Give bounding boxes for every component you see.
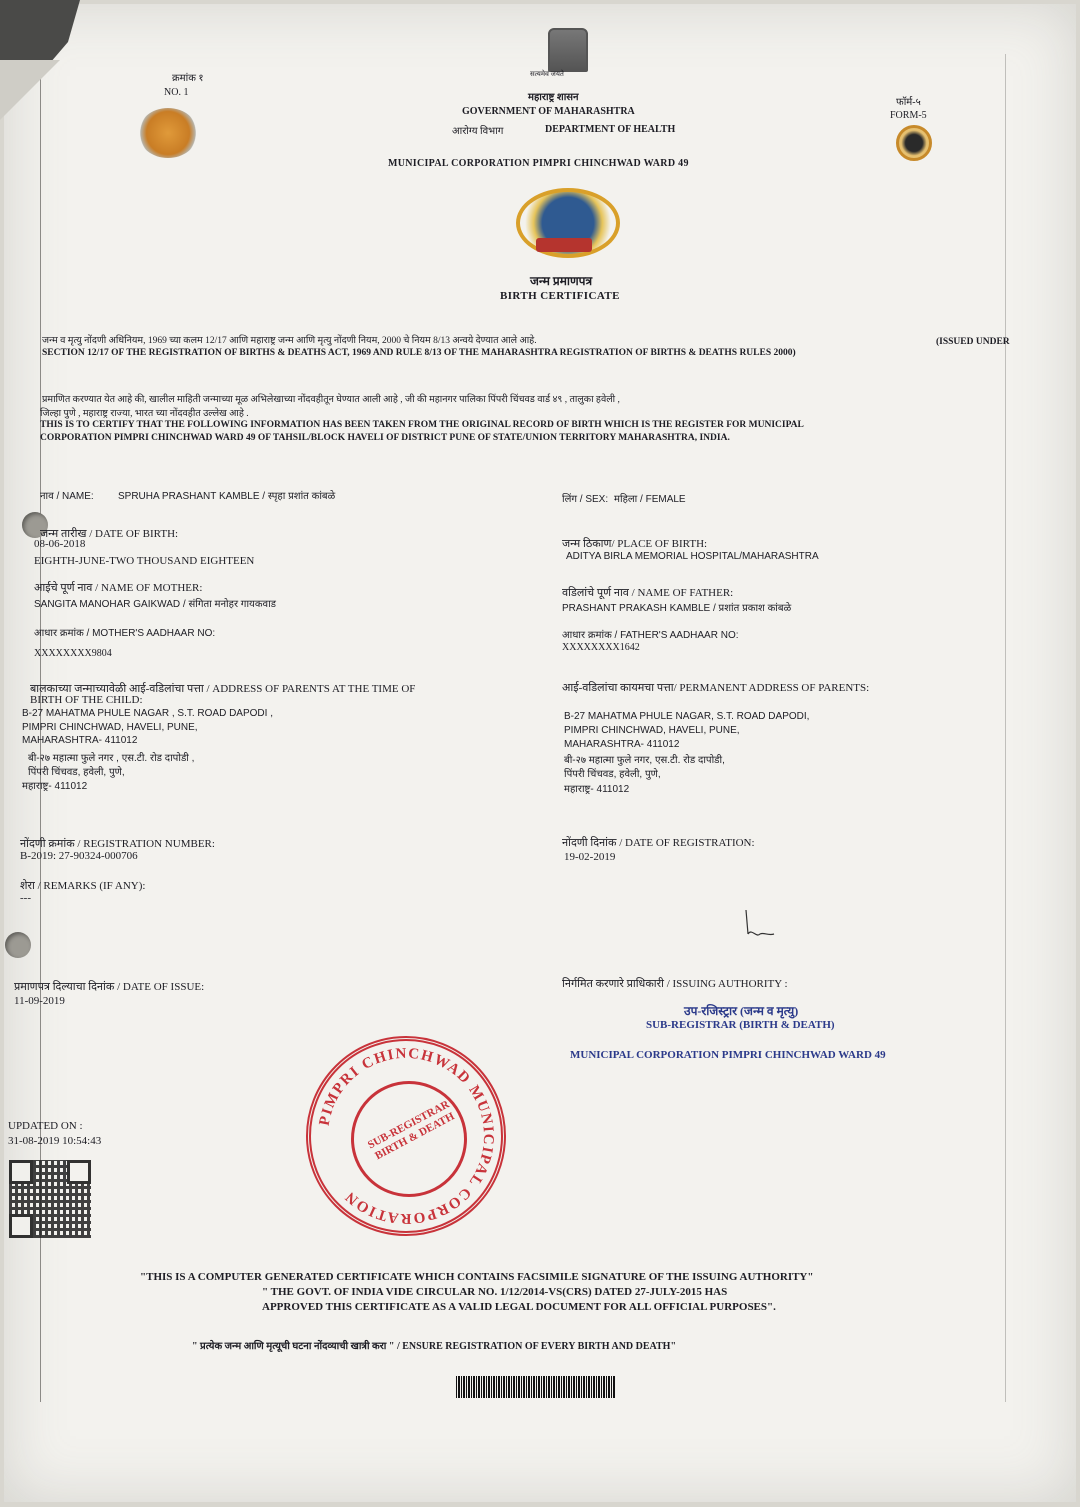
address-birth-en-2: PIMPRI CHINCHWAD, HAVELI, PUNE, <box>22 722 198 733</box>
issued-under-en-2: SECTION 12/17 OF THE REGISTRATION OF BIRTHS & DEATHS ACT, 1969 AND RULE 8/13 OF THE MAHARASHTRA REGISTRATION OF BIRTHS & DEATHS RULES 2000) <box>42 348 796 358</box>
sex-label: लिंग / SEX: <box>562 494 609 505</box>
authority-corporation: MUNICIPAL CORPORATION PIMPRI CHINCHWAD WARD 49 <box>570 1049 886 1061</box>
remarks-value: --- <box>20 892 31 904</box>
remarks-label: शेरा / REMARKS (IF ANY): <box>20 880 146 892</box>
footer-line-3: APPROVED THIS CERTIFICATE AS A VALID LEGAL DOCUMENT FOR ALL OFFICIAL PURPOSES". <box>262 1301 776 1313</box>
certify-en-2: CORPORATION PIMPRI CHINCHWAD WARD 49 OF TAHSIL/BLOCK HAVELI OF DISTRICT PUNE OF STATE/UNION TERRITORY MAHARASHTRA, INDIA. <box>40 433 730 443</box>
corporation-header: MUNICIPAL CORPORATION PIMPRI CHINCHWAD WARD 49 <box>388 158 689 169</box>
issue-date-value: 11-09-2019 <box>14 995 65 1007</box>
mother-name-label: आईचे पूर्ण नाव / NAME OF MOTHER: <box>34 582 203 594</box>
issuing-authority-label: निर्गमित करणारे प्राधिकारी / ISSUING AUTHORITY : <box>562 978 788 990</box>
name-value: SPRUHA PRASHANT KAMBLE / स्पृहा प्रशांत कांबळे <box>118 491 336 502</box>
updated-value: 31-08-2019 10:54:43 <box>8 1135 102 1147</box>
sex-value: महिला / FEMALE <box>614 494 686 505</box>
dob-words: EIGHTH-JUNE-TWO THOUSAND EIGHTEEN <box>34 555 255 567</box>
govt-title-mr: महाराष्ट्र शासन <box>528 92 579 103</box>
issue-date-label: प्रमाणपत्र दिल्याचा दिनांक / DATE OF ISSUE: <box>14 981 205 993</box>
dob-label: जन्म तारीख / DATE OF BIRTH: <box>40 528 179 540</box>
address-permanent-en-3: MAHARASHTRA- 411012 <box>564 739 680 750</box>
registration-date-value: 19-02-2019 <box>564 851 616 863</box>
registration-number-value: B-2019: 27-90324-000706 <box>20 850 138 862</box>
govt-title-en: GOVERNMENT OF MAHARASHTRA <box>462 106 635 117</box>
mother-aadhaar-label: आधार क्रमांक / MOTHER'S AADHAAR NO: <box>34 628 216 639</box>
state-seal-icon <box>138 108 198 158</box>
certify-en-1: THIS IS TO CERTIFY THAT THE FOLLOWING INFORMATION HAS BEEN TAKEN FROM THE ORIGINAL RECORD OF BIRTH WHICH IS THE REGISTER FOR MUNICIPAL <box>40 420 804 430</box>
footer-line-1: "THIS IS A COMPUTER GENERATED CERTIFICATE WHICH CONTAINS FACSIMILE SIGNATURE OF THE ISSUING AUTHORITY" <box>140 1271 814 1283</box>
dob-value: 08-06-2018 <box>34 538 86 550</box>
registration-number-label: नोंदणी क्रमांक / REGISTRATION NUMBER: <box>20 838 215 850</box>
pob-value: ADITYA BIRLA MEMORIAL HOSPITAL/MAHARASHTRA <box>566 551 819 562</box>
title-en: BIRTH CERTIFICATE <box>500 290 620 302</box>
form-logo-icon <box>896 125 932 161</box>
stamp-center-text: SUB-REGISTRAR BIRTH & DEATH <box>365 1098 457 1163</box>
registration-date-label: नोंदणी दिनांक / DATE OF REGISTRATION: <box>562 837 755 849</box>
issued-under-mr: जन्म व मृत्यु नोंदणी अधिनियम, 1969 च्या कलम 12/17 आणि महाराष्ट्र जन्म आणि मृत्यु नोंदणी नियम, 2000 चे नियम 8/13 अन्वये देण्यात आले आहे. <box>42 336 537 346</box>
father-aadhaar-value: XXXXXXXX1642 <box>562 642 640 653</box>
certify-mr-2: जिल्हा पुणे , महाराष्ट्र राज्या, भारत च्या नोंदवहीत उल्लेख आहे . <box>40 409 249 419</box>
dept-title-en: DEPARTMENT OF HEALTH <box>545 124 676 135</box>
address-birth-mr-2: पिंपरी चिंचवड, हवेली, पुणे, <box>28 767 125 778</box>
father-aadhaar-label: आधार क्रमांक / FATHER'S AADHAAR NO: <box>562 630 739 641</box>
form-label-mr: फॉर्म-५ <box>896 97 921 108</box>
footer-slogan: " प्रत्येक जन्म आणि मृत्यूची घटना नोंदव्याची खात्री करा " / ENSURE REGISTRATION OF EVERY BIRTH AND DEATH" <box>192 1341 677 1352</box>
serial-label-en: NO. 1 <box>164 87 189 98</box>
father-name-value: PRASHANT PRAKASH KAMBLE / प्रशांत प्रकाश कांबळे <box>562 603 792 614</box>
mother-aadhaar-value: XXXXXXXX9804 <box>34 648 112 659</box>
footer-line-2: " THE GOVT. OF INDIA VIDE CIRCULAR NO. 1/12/2014-VS(CRS) DATED 27-JULY-2015 HAS <box>262 1286 728 1298</box>
address-permanent-mr-2: पिंपरी चिंचवड, हवेली, पुणे, <box>564 769 661 780</box>
issued-under-en-1: (ISSUED UNDER <box>936 337 1010 347</box>
address-permanent-label: आई-वडिलांचा कायमचा पत्ता/ PERMANENT ADDRESS OF PARENTS: <box>562 682 870 694</box>
address-birth-en-3: MAHARASHTRA- 411012 <box>22 735 138 746</box>
barcode <box>456 1376 616 1398</box>
serial-label-mr: क्रमांक १ <box>172 73 204 84</box>
national-emblem-icon <box>548 28 588 72</box>
address-birth-mr-1: बी-२७ महात्मा फुले नगर , एस.टी. रोड दापोडी , <box>28 753 195 764</box>
qr-finder-icon <box>9 1214 33 1238</box>
address-permanent-en-1: B-27 MAHATMA PHULE NAGAR, S.T. ROAD DAPODI, <box>564 711 810 722</box>
father-name-label: वडिलांचे पूर्ण नाव / NAME OF FATHER: <box>562 587 734 599</box>
updated-label: UPDATED ON : <box>8 1120 83 1132</box>
pcmc-logo-ribbon <box>536 238 592 252</box>
address-birth-label-2: BIRTH OF THE CHILD: <box>30 694 143 706</box>
address-birth-mr-3: महाराष्ट्र- 411012 <box>22 781 88 792</box>
address-permanent-mr-3: महाराष्ट्र- 411012 <box>564 784 630 795</box>
signature-icon <box>740 908 776 942</box>
stamp-ring-label: PIMPRI CHINCHWAD MUNICIPAL CORPORATION <box>316 1045 497 1227</box>
address-permanent-mr-1: बी-२७ महात्मा फुले नगर, एस.टी. रोड दापोडी, <box>564 755 725 766</box>
qr-finder-icon <box>67 1160 91 1184</box>
qr-code <box>9 1160 91 1238</box>
address-birth-label-1: बालकाच्या जन्माच्यावेळी आई-वडिलांचा पत्ता / ADDRESS OF PARENTS AT THE TIME OF <box>30 683 416 695</box>
address-permanent-en-2: PIMPRI CHINCHWAD, HAVELI, PUNE, <box>564 725 740 736</box>
emblem-caption: सत्यमेव जयते <box>530 70 564 78</box>
pob-label: जन्म ठिकाण/ PLACE OF BIRTH: <box>562 538 708 550</box>
title-mr: जन्म प्रमाणपत्र <box>530 274 593 288</box>
name-label: नाव / NAME: <box>40 491 94 502</box>
authority-title-en: SUB-REGISTRAR (BIRTH & DEATH) <box>646 1019 835 1031</box>
dept-title-mr: आरोग्य विभाग <box>452 126 504 137</box>
punch-hole-bottom <box>5 932 31 958</box>
mother-name-value: SANGITA MANOHAR GAIKWAD / संगिता मनोहर गायकवाड <box>34 599 277 610</box>
address-birth-en-1: B-27 MAHATMA PHULE NAGAR , S.T. ROAD DAPODI , <box>22 708 273 719</box>
qr-finder-icon <box>9 1160 33 1184</box>
certify-mr-1: प्रमाणित करण्यात येत आहे की, खालील माहिती जन्माच्या मूळ अभिलेखाच्या नोंदवहीतून घेण्यात आली आहे , जी की महानगर पालिका पिंपरी चिंचवड वार्ड ४९ , तालुका हवेली , <box>42 395 620 405</box>
authority-title-mr: उप-रजिस्ट्रार (जन्म व मृत्यु) <box>684 1004 799 1018</box>
form-label-en: FORM-5 <box>890 110 927 121</box>
